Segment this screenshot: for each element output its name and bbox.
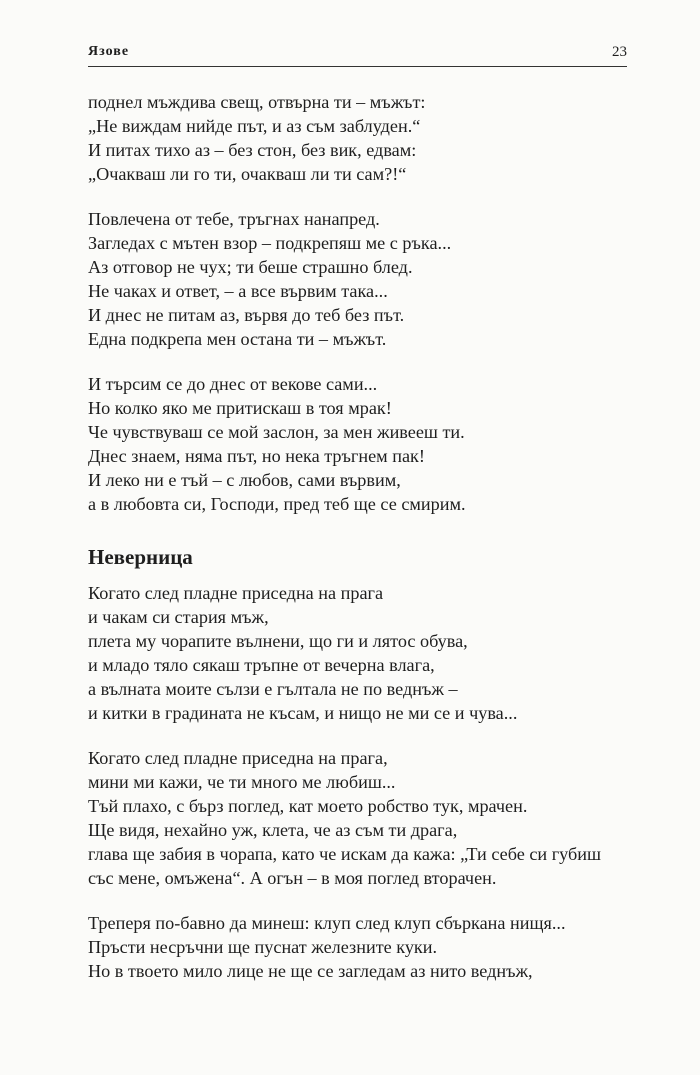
running-title: Язове: [88, 44, 130, 59]
verse-line: Че чувствуваш се мой заслон, за мен живееш ти.: [88, 422, 465, 442]
verse-line: Когато след пладне приседна на прага,: [88, 748, 388, 768]
verse-line: Пръсти несръчни ще пуснат железните куки.: [88, 937, 438, 957]
page-number: 23: [612, 44, 627, 60]
verse-line: плета му чорапите вълнени, що ги и лятос обува,: [88, 631, 468, 651]
poem-nevernitsa: [88, 543, 648, 983]
verse-line: „Очакваш ли го ти, очакваш ли ти сам?!“: [88, 164, 407, 184]
poem-title: Неверница: [88, 545, 193, 569]
verse-line: Тъй плахо, с бърз поглед, кат моето робство тук, мрачен.: [88, 796, 528, 816]
verse-line: а вълната моите сълзи е гълтала не по веднъж –: [88, 679, 458, 699]
verse-line: и младо тяло сякаш тръпне от вечерна влага,: [88, 655, 435, 675]
verse-line: Треперя по-бавно да минеш: клуп след клуп сбъркана нищя...: [88, 913, 566, 933]
verse-line: Но в твоето мило лице не ще се загледам аз нито веднъж,: [88, 961, 533, 981]
verse-line: Но колко яко ме притискаш в тоя мрак!: [88, 398, 392, 418]
verse-line: Ще видя, нехайно уж, клета, че аз съм ти драга,: [88, 820, 458, 840]
verse-line: И днес не питам аз, вървя до теб без път.: [88, 305, 405, 325]
stanza: [88, 746, 648, 890]
verse-line: Днес знаем, няма път, но нека тръгнем пак!: [88, 446, 425, 466]
running-header: [88, 44, 627, 67]
verse-line: глава ще забия в чорапа, като че искам да кажа: „Ти себе си губиш: [88, 844, 601, 864]
verse-line: и чакам си стария мъж,: [88, 607, 269, 627]
stanza: [88, 90, 648, 186]
verse-line: мини ми кажи, че ти много ме любиш...: [88, 772, 396, 792]
verse-line: поднел мъждива свещ, отвърна ти – мъжът:: [88, 92, 426, 112]
verse-line: и китки в градината не късам, и нищо не ми се и чува...: [88, 703, 518, 723]
verse-line: Загледах с мътен взор – подкрепяш ме с ръка...: [88, 233, 452, 253]
stanza: [88, 581, 648, 725]
verse-line: И питах тихо аз – без стон, без вик, едвам:: [88, 140, 417, 160]
stanza: [88, 372, 648, 516]
stanza: [88, 207, 648, 351]
verse-line: със мене, омъжена“. А огън – в моя поглед вторачен.: [88, 868, 497, 888]
verse-line: „Не виждам нийде път, и аз съм заблуден.“: [88, 116, 421, 136]
verse-line: Повлечена от тебе, тръгнах нанапред.: [88, 209, 380, 229]
verse-line: И леко ни е тъй – с любов, сами вървим,: [88, 470, 401, 490]
verse-line: Аз отговор не чух; ти беше страшно блед.: [88, 257, 413, 277]
verse-line: Не чаках и ответ, – а все вървим така...: [88, 281, 388, 301]
verse-line: Една подкрепа мен остана ти – мъжът.: [88, 329, 387, 349]
verse-line: а в любовта си, Господи, пред теб ще се смирим.: [88, 494, 466, 514]
verse-line: И търсим се до днес от векове сами...: [88, 374, 378, 394]
stanza: [88, 911, 648, 983]
page-body: [88, 90, 648, 1004]
verse-line: Когато след пладне приседна на прага: [88, 583, 384, 603]
poem-continued: [88, 90, 648, 516]
